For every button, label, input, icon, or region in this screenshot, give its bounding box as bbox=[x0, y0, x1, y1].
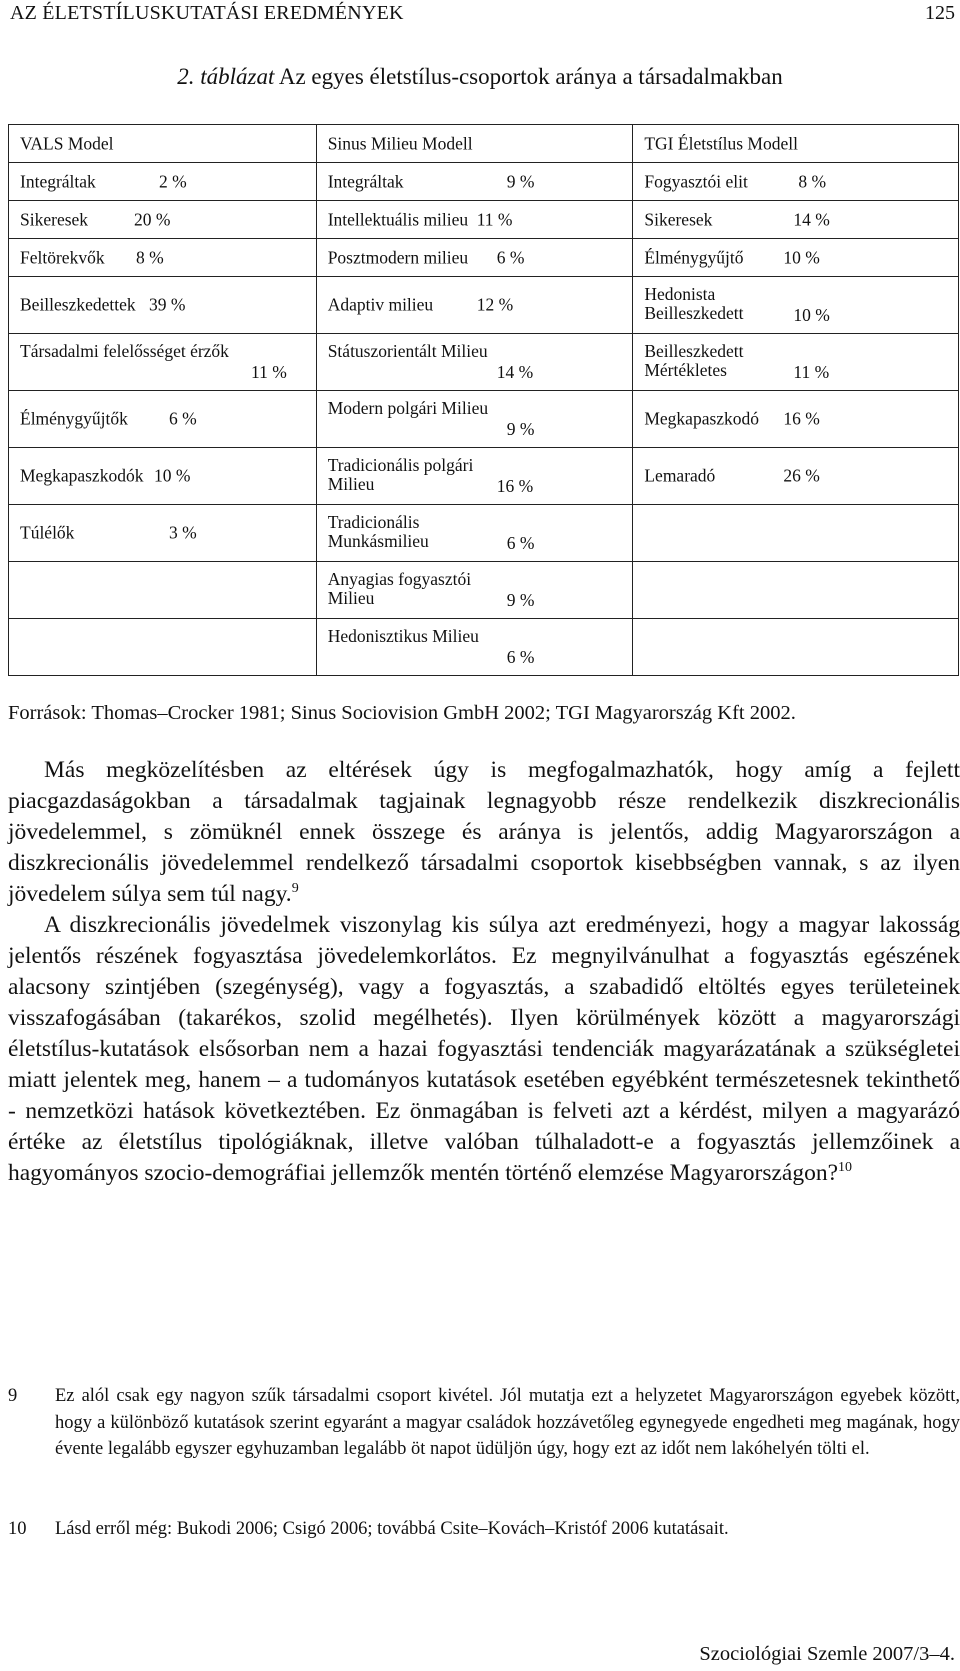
group-percentage: 8 % bbox=[136, 247, 164, 267]
group-name: Státuszorientált Milieu bbox=[327, 341, 488, 361]
footnote-number: 9 bbox=[8, 1386, 18, 1406]
group-percentage: 2 % bbox=[159, 171, 187, 191]
group-name: Társadalmi felelősséget érzők bbox=[20, 341, 229, 361]
table-cell bbox=[9, 277, 317, 334]
group-name: Modern polgári Milieu bbox=[327, 398, 489, 418]
footnote-ref[interactable]: 9 bbox=[291, 881, 299, 896]
table-cell bbox=[9, 163, 317, 201]
table-cell bbox=[633, 448, 959, 505]
table-cell bbox=[9, 562, 317, 619]
body-paragraph: Más megközelítésben az eltérések úgy is megfogalmazhatók, hogy amíg a fejlett piacgazdaságokban a társadalmak tagjainak legnagyobb része rendelkezik diszkrecionális jövedelemmel, s zömüknél ennek összege és aránya is jelentős, addig Magyarországon a diszkrecionális jövedelemmel rendelkező társadalmi csoportok kisebbségben vannak, s az ilyen jövedelem súlya sem túl nagy.$^9$ bbox=[8, 757, 960, 907]
group-percentage: 6 % bbox=[169, 408, 197, 429]
group-percentage: 11 % bbox=[793, 362, 830, 382]
table-cell bbox=[633, 239, 959, 277]
group-name: Hedonista Beilleszkedett bbox=[644, 284, 744, 323]
table-cell bbox=[633, 505, 959, 562]
table-cell bbox=[316, 201, 633, 239]
group-percentage: 10 % bbox=[793, 305, 830, 325]
group-name: Megkapaszkodó bbox=[644, 408, 760, 429]
group-name: Tradicionális polgári Milieu bbox=[327, 455, 474, 494]
table-cell bbox=[316, 562, 633, 619]
group-percentage: 11 % bbox=[251, 362, 287, 382]
running-header: AZ ÉLETSTÍLUSKUTATÁSI EREDMÉNYEK bbox=[10, 2, 404, 24]
group-name: Beilleszkedett Mértékletes bbox=[644, 341, 744, 380]
table-cell bbox=[316, 448, 633, 505]
table-header-row bbox=[9, 125, 959, 163]
group-percentage: 11 % bbox=[476, 209, 513, 229]
group-name: Lemaradó bbox=[644, 465, 716, 486]
table-cell bbox=[316, 334, 633, 391]
table-cell bbox=[633, 201, 959, 239]
group-percentage: 16 % bbox=[496, 476, 534, 496]
footnote-number: 10 bbox=[8, 1519, 27, 1539]
group-percentage: 9 % bbox=[506, 171, 535, 191]
footnote bbox=[8, 1383, 960, 1463]
group-name: Élménygyűjtő bbox=[644, 247, 744, 267]
group-percentage: 12 % bbox=[476, 294, 514, 315]
table-caption bbox=[0, 64, 960, 90]
table-cell bbox=[316, 505, 633, 562]
table-cell bbox=[9, 391, 317, 448]
table-caption-text: Az egyes életstílus-csoportok aránya a társadalmakban bbox=[278, 64, 783, 89]
table-cell bbox=[9, 505, 317, 562]
group-percentage: 9 % bbox=[506, 419, 535, 439]
group-percentage: 26 % bbox=[783, 465, 820, 486]
group-percentage: 14 % bbox=[793, 209, 830, 229]
table-caption-label: 2. táblázat bbox=[177, 64, 275, 89]
group-percentage: 10 % bbox=[783, 247, 820, 267]
group-name: Anyagias fogyasztói Milieu bbox=[327, 569, 472, 608]
table-cell bbox=[633, 619, 959, 676]
group-percentage: 39 % bbox=[149, 294, 186, 315]
group-name: Intellektuális milieu bbox=[327, 209, 469, 229]
table-cell bbox=[9, 239, 317, 277]
table-cell bbox=[316, 277, 633, 334]
table-row bbox=[9, 163, 959, 201]
group-name: Feltörekvők bbox=[20, 247, 105, 267]
group-name: Megkapaszkodók bbox=[20, 465, 144, 486]
table-row bbox=[9, 562, 959, 619]
group-percentage: 20 % bbox=[134, 209, 171, 229]
group-name: Fogyasztói elit bbox=[644, 171, 748, 191]
table-cell bbox=[9, 619, 317, 676]
group-percentage: 9 % bbox=[506, 590, 535, 610]
group-name: Élménygyűjtők bbox=[20, 408, 128, 429]
journal-footer: Szociológiai Szemle 2007/3–4. bbox=[699, 1643, 955, 1665]
body-text bbox=[8, 755, 960, 1189]
table-row bbox=[9, 619, 959, 676]
group-percentage: 8 % bbox=[798, 171, 827, 191]
table-row bbox=[9, 277, 959, 334]
lifestyle-table bbox=[8, 124, 959, 676]
footnote bbox=[8, 1516, 960, 1543]
table-row bbox=[9, 448, 959, 505]
page-number: 125 bbox=[925, 2, 955, 24]
footnote-ref[interactable]: 10 bbox=[838, 1160, 853, 1175]
group-percentage: 6 % bbox=[506, 533, 535, 553]
group-name: Hedonisztikus Milieu bbox=[327, 626, 479, 646]
table-row bbox=[9, 334, 959, 391]
group-percentage: 6 % bbox=[506, 647, 535, 667]
table-cell bbox=[316, 619, 633, 676]
table-row bbox=[9, 391, 959, 448]
group-name: Sikeresek bbox=[644, 209, 713, 229]
table-cell bbox=[633, 277, 959, 334]
group-name: Adaptiv milieu bbox=[327, 294, 434, 315]
table-cell bbox=[316, 239, 633, 277]
group-name: Tradicionális Munkásmilieu bbox=[327, 512, 429, 551]
table-cell bbox=[633, 562, 959, 619]
group-percentage: 10 % bbox=[154, 465, 191, 486]
column-header: TGI Életstílus Modell bbox=[633, 125, 959, 163]
group-name: Sikeresek bbox=[20, 209, 89, 229]
footnote-text: Ez alól csak egy nagyon szűk társadalmi csoport kivétel. Jól mutatja ezt a helyzetet Magyarországon egyebek között, hogy a különböző kutatások szerint egyaránt a magyar családok hozzávetőleg egynegyede engedheti meg magának, hogy évente legalább egyszer egyhuzamban legalább öt napot üdüljön úgy, hogy ezt az időt nem lakóhelyén tölti el. bbox=[55, 1386, 960, 1459]
group-percentage: 6 % bbox=[496, 247, 525, 267]
group-name: Integráltak bbox=[20, 171, 96, 191]
table-sources: Források: Thomas–Crocker 1981; Sinus Sociovision GmbH 2002; TGI Magyarország Kft 2002. bbox=[8, 702, 796, 724]
table-row bbox=[9, 239, 959, 277]
group-percentage: 16 % bbox=[783, 408, 820, 429]
footnote-text: Lásd erről még: Bukodi 2006; Csigó 2006; továbbá Csite–Kovách–Kristóf 2006 kutatásait. bbox=[55, 1519, 729, 1539]
group-name: Túlélők bbox=[20, 522, 75, 543]
table-row bbox=[9, 505, 959, 562]
table-cell bbox=[633, 334, 959, 391]
group-name: Integráltak bbox=[327, 171, 404, 191]
group-name: Beilleszkedettek bbox=[20, 294, 136, 315]
group-percentage: 14 % bbox=[496, 362, 534, 382]
column-header: Sinus Milieu Modell bbox=[316, 125, 633, 163]
table-row bbox=[9, 201, 959, 239]
table-cell bbox=[316, 163, 633, 201]
group-name: Posztmodern milieu bbox=[327, 247, 469, 267]
table-cell bbox=[9, 201, 317, 239]
table-cell bbox=[9, 448, 317, 505]
group-percentage: 3 % bbox=[169, 522, 197, 543]
column-header: VALS Model bbox=[9, 125, 317, 163]
table-cell bbox=[633, 163, 959, 201]
table-cell bbox=[633, 391, 959, 448]
table-cell bbox=[316, 391, 633, 448]
body-paragraph: A diszkrecionális jövedelmek viszonylag kis súlya azt eredményezi, hogy a magyar lakosság jelentős részének fogyasztása jövedelemkorlátos. Ez megnyilvánulhat a fogyasztás egészének alacsony szintjében (szegénység), vagy a fogyasztás, a szabadidő eltöltés egyes területeinek visszafogásában (takarékos, szolid megélhetés). Ilyen körülmények között a magyarországi életstílus-kutatások elsősorban nem a hazai fogyasztási tendenciák magyarázatának a szükségletei miatt jelentek meg, hanem – a tudományos kutatások esetében egyébként természetesnek tekinthető - nemzetközi hatások következtében. Ez önmagában is felveti azt a kérdést, milyen a magyarázó értéke az életstílus tipológiáknak, illetve valóban túlhaladott-e a fogyasztás jellemzőinek a hagyományos szocio-demográfiai jellemzők mentén történő elemzése Magyarországon?$^{10}$ bbox=[8, 912, 960, 1186]
table-cell bbox=[9, 334, 317, 391]
